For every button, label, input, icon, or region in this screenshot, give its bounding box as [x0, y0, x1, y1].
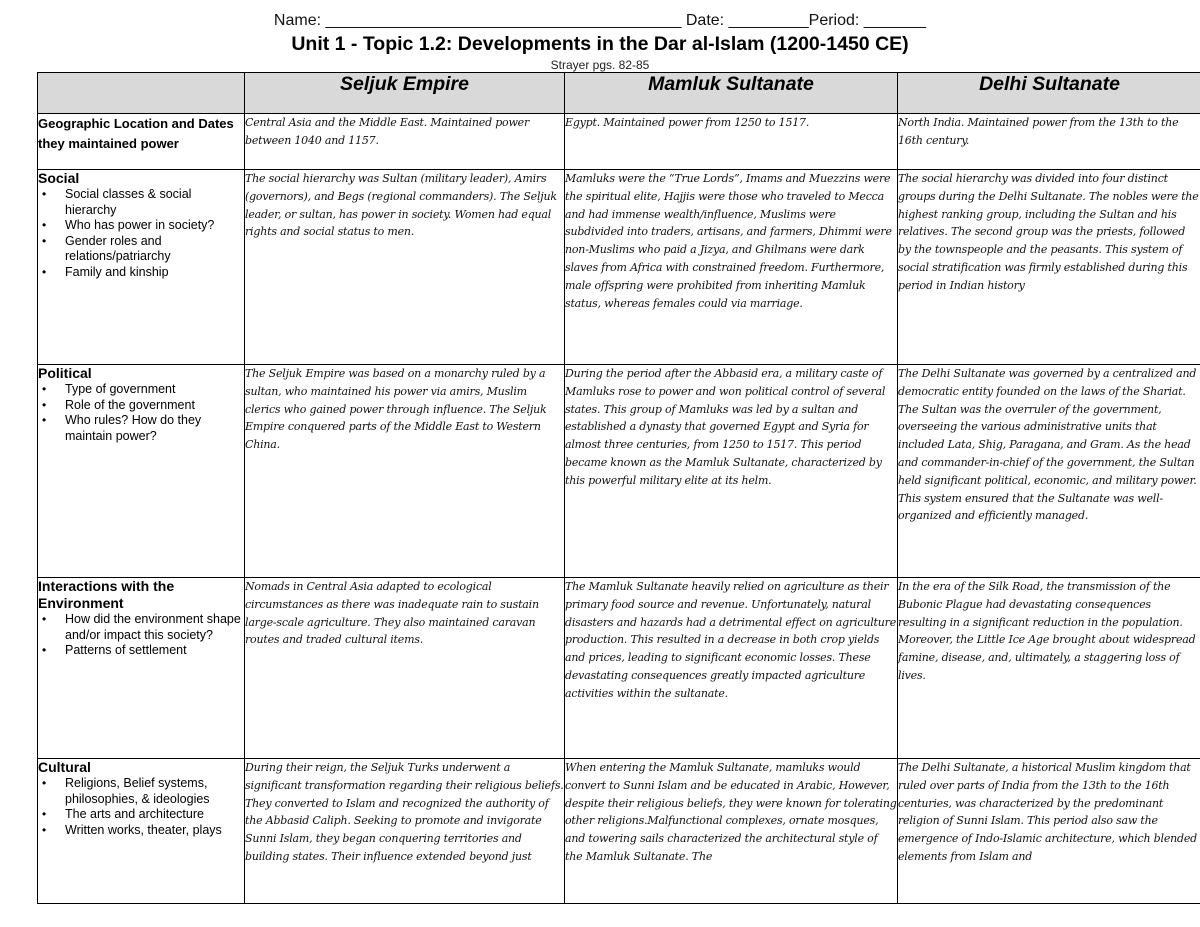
column-header-delhi: Delhi Sultanate: [898, 73, 1200, 114]
corner-header-cell: [38, 73, 245, 114]
cell-seljuk-social[interactable]: The social hierarchy was Sultan (military leader), Amirs (governors), and Begs (regional commanders). The Seljuk leader, or sultan, has power in society. Women had equal rights and social status to men.: [245, 170, 565, 365]
table-row-environment: [38, 578, 1200, 759]
cell-mamluk-geographic[interactable]: Egypt. Maintained power from 1250 to 1517.: [565, 114, 898, 170]
list-item: • The arts and architecture: [65, 807, 244, 823]
cell-delhi-political[interactable]: The Delhi Sultanate was governed by a centralized and democratic entity founded on the laws of the Shariat. The Sultan was the overruler of the government, overseeing the various administrative units that included Lata, Shig, Paragana, and Gram. As the head and commander-in-chief of the government, the Sultan held significant political, economic, and military power. This system ensured that the Sultanate was well-organized and efficiently managed.: [898, 365, 1200, 578]
row-heading: Political: [38, 365, 92, 381]
cell-mamluk-cultural[interactable]: [565, 759, 898, 904]
topic-list: [38, 187, 244, 280]
cell-delhi-geographic[interactable]: North India. Maintained power from the 13th to the 16th century.: [898, 114, 1200, 170]
topic-list: [38, 776, 244, 838]
cell-seljuk-environment[interactable]: Nomads in Central Asia adapted to ecological circumstances as there was inadequate rain to sustain large-scale agriculture. They also maintained caravan routes and traded cultural items.: [245, 578, 565, 759]
cell-seljuk-geographic[interactable]: Central Asia and the Middle East. Maintained power between 1040 and 1157.: [245, 114, 565, 170]
cell-delhi-cultural[interactable]: [898, 759, 1200, 904]
cell-text: During their reign, the Seljuk Turks underwent a significant transformation regarding their religious beliefs. They converted to Islam and recognized the authority of the Abbasid Caliph. Seeking to promote and invigorate Sunni Islam, they began conquering territories and building states. Their influence extended beyond just: [245, 761, 564, 863]
cell-delhi-social[interactable]: The social hierarchy was divided into four distinct groups during the Delhi Sultanate. The nobles were the highest ranking group, including the Sultan and his relatives. The second group was the priests, followed by the townspeople and the peasants. This system of social stratification was firmly established during this period in Indian history: [898, 170, 1200, 365]
cell-text: When entering the Mamluk Sultanate, mamluks would convert to Sunni Islam and be educated in Arabic, However, despite their religious beliefs, they were known for tolerating other religions.Malfunctional complexes, ornate mosques, and towering sails characterized the architectural style of the Mamluk Sultanate. The: [565, 761, 897, 863]
topic-list: [38, 612, 244, 659]
list-item: • Who has power in society?: [65, 218, 244, 234]
cell-text: The Delhi Sultanate, a historical Muslim kingdom that ruled over parts of India from the 13th to the 16th centuries, was characterized by the predominant religion of Sunni Islam. This period also saw the emergence of Indo-Islamic architecture, which blended elements from Islam and: [898, 761, 1198, 863]
row-heading: Geographic Location and Dates they maintained power: [38, 116, 234, 151]
table-row-cultural: [38, 759, 1200, 904]
page-title: Unit 1 - Topic 1.2: Developments in the Dar al-Islam (1200-1450 CE): [291, 33, 909, 55]
list-item: • Role of the government: [65, 398, 244, 414]
table-row-political: [38, 365, 1200, 578]
row-label-environment: [38, 578, 245, 759]
cell-mamluk-environment[interactable]: The Mamluk Sultanate heavily relied on agriculture as their primary food source and revenue. Unfortunately, natural disasters and hazards had a detrimental effect on agriculture production. This resulted in a decrease in both crop yields and prices, leading to significant economic losses. These devastating consequences greatly impacted agriculture activities within the sultanate.: [565, 578, 898, 759]
list-item: • Gender roles and relations/patriarchy: [65, 234, 244, 265]
table-row-social: [38, 170, 1200, 365]
list-item: • Who rules? How do they maintain power?: [65, 413, 244, 444]
list-item: • Patterns of settlement: [65, 643, 244, 659]
column-header-mamluk: Mamluk Sultanate: [565, 73, 898, 114]
row-label-political: [38, 365, 245, 578]
list-item: • How did the environment shape and/or impact this society?: [65, 612, 244, 643]
cell-delhi-environment[interactable]: In the era of the Silk Road, the transmission of the Bubonic Plague had devastating consequences resulting in a significant reduction in the population. Moreover, the Little Ice Age brought about widespread famine, disease, and, ultimately, a staggering loss of lives.: [898, 578, 1200, 759]
column-header-seljuk: Seljuk Empire: [245, 73, 565, 114]
comparison-table: [37, 72, 1200, 904]
cell-mamluk-social[interactable]: Mamluks were the “True Lords”, Imams and Muezzins were the spiritual elite, Hajjis were those who traveled to Mecca and had immense wealth/influence, Muslims were subdivided into traders, artisans, and farmers, Dhimmi were non-Muslims who paid a Jizya, and Ghilmans were dark slaves from Africa with constrained freedom. Furthermore, male offspring were prohibited from inheriting Mamluk status, whereas females could via marriage.: [565, 170, 898, 365]
row-label-social: [38, 170, 245, 365]
row-label-cultural: [38, 759, 245, 904]
row-heading: Interactions with the Environment: [38, 578, 175, 611]
list-item: • Religions, Belief systems, philosophies, & ideologies: [65, 776, 244, 807]
row-heading: Cultural: [38, 759, 91, 775]
name-date-period-line: Name: ________________________________________ Date: _________Period: _______: [273, 12, 927, 29]
cell-mamluk-political[interactable]: During the period after the Abbasid era, a military caste of Mamluks rose to power and won political control of several states. This group of Mamluks was led by a sultan and established a dynasty that governed Egypt and Syria for almost three centuries, from 1250 to 1517. This period became known as the Mamluk Sultanate, characterized by this powerful military elite at its helm.: [565, 365, 898, 578]
table-row-geographic: [38, 114, 1200, 170]
page-subtitle: Strayer pgs. 82-85: [550, 58, 650, 72]
cell-seljuk-political[interactable]: The Seljuk Empire was based on a monarchy ruled by a sultan, who maintained his power via amirs, Muslim clerics who gained power through influence. The Seljuk Empire conquered parts of the Middle East to Western China.: [245, 365, 565, 578]
list-item: • Family and kinship: [65, 265, 244, 281]
cell-seljuk-cultural[interactable]: [245, 759, 565, 904]
row-heading: Social: [38, 170, 80, 186]
list-item: • Type of government: [65, 382, 244, 398]
topic-list: [38, 382, 244, 444]
row-label-geographic: [38, 114, 245, 170]
table-header-row: [38, 73, 1200, 114]
list-item: • Written works, theater, plays: [65, 823, 244, 839]
list-item: • Social classes & social hierarchy: [65, 187, 244, 218]
